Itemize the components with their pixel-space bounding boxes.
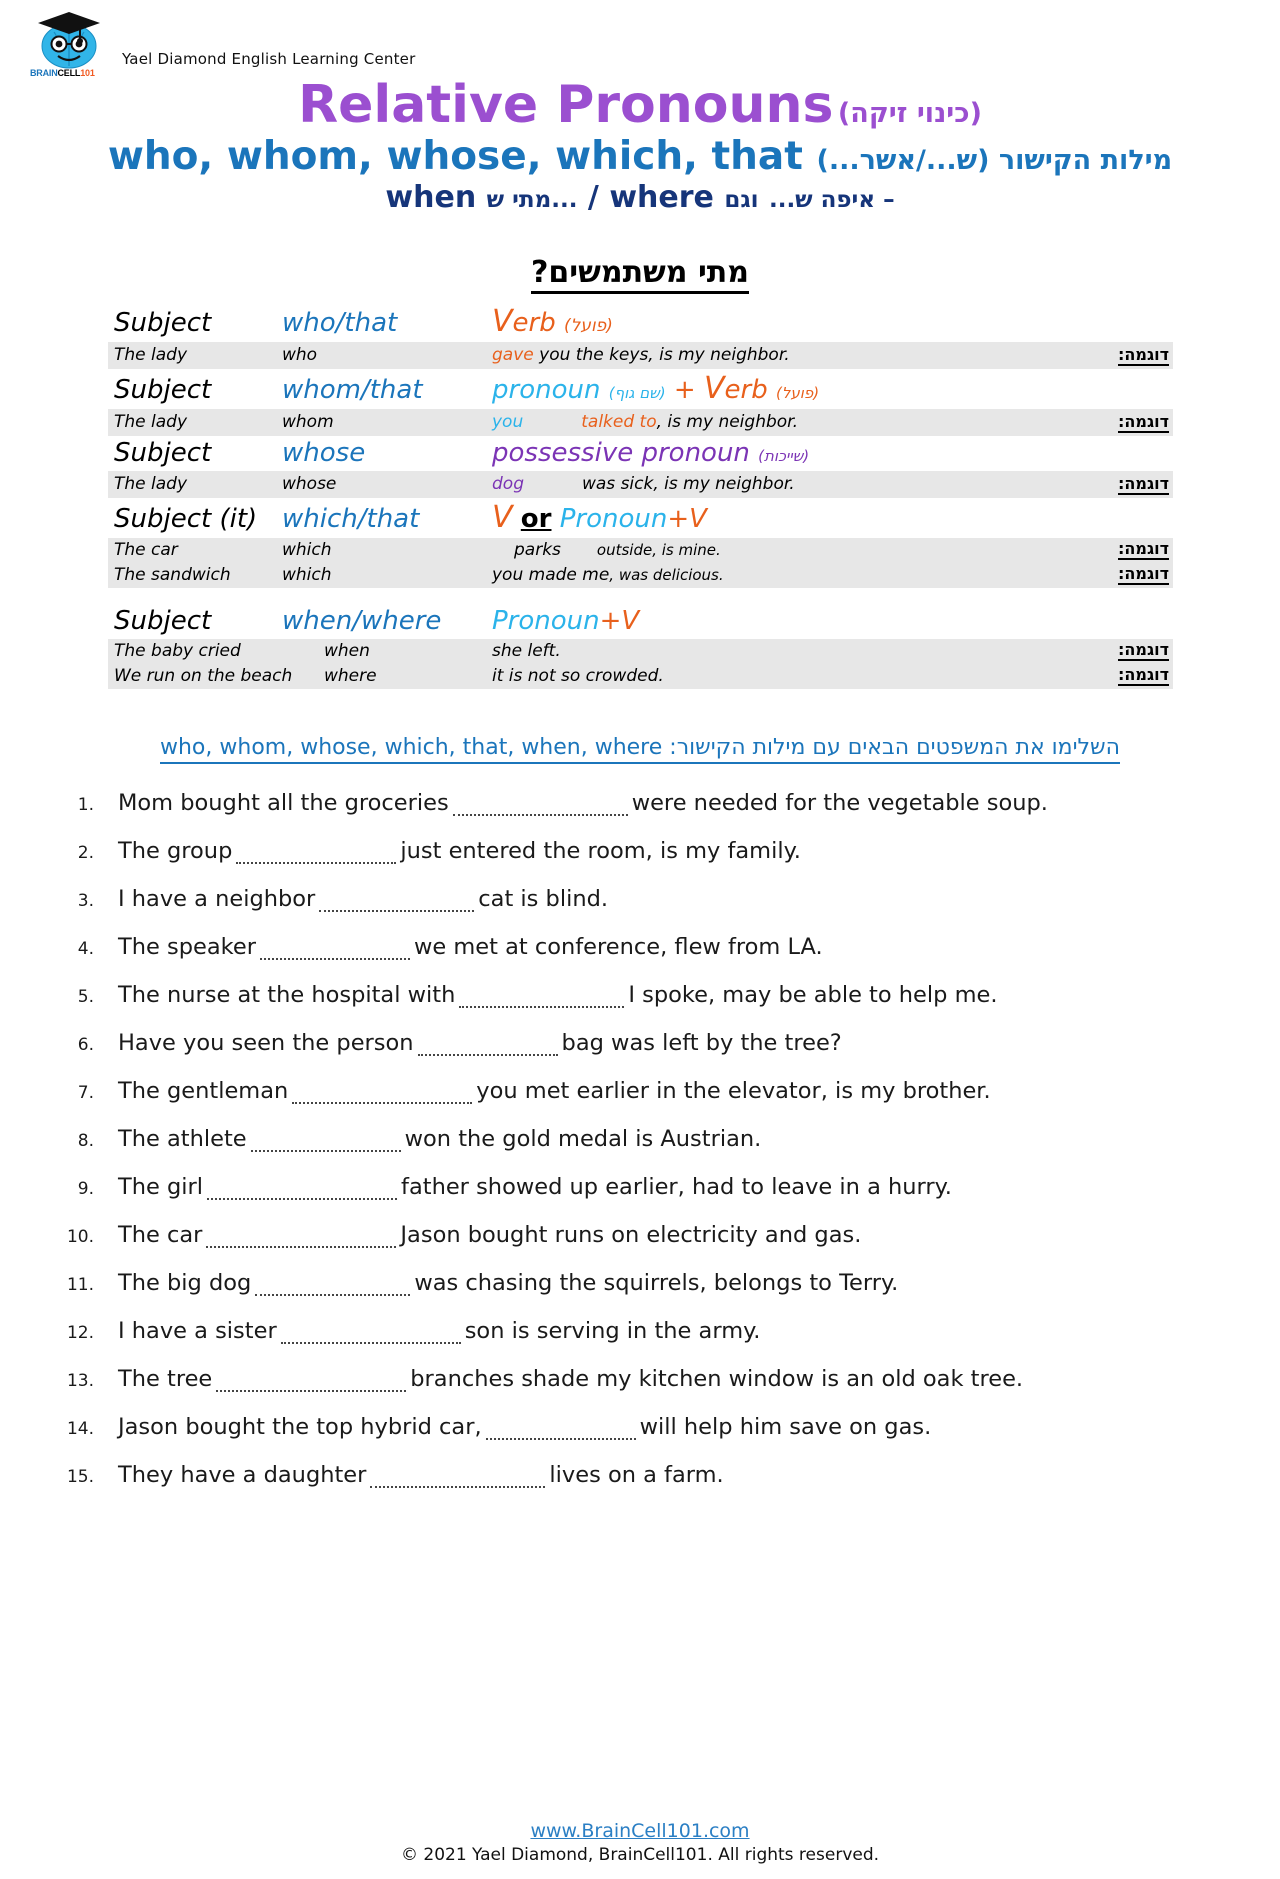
braincell-logo	[30, 6, 108, 76]
example-subject: The lady	[114, 474, 188, 494]
logo-wordmark	[30, 68, 95, 78]
table-gap	[108, 588, 1173, 604]
pattern-row	[108, 302, 1173, 342]
exercise-sentence	[118, 886, 1280, 912]
exercise-item	[0, 1366, 1280, 1414]
exercise-sentence	[118, 1222, 1280, 1248]
example-label: דוגמה:	[1117, 539, 1169, 559]
pattern-subject: Subject (it)	[114, 504, 258, 534]
subtitle-hebrew: מילות הקישור (ש.../אשר...)	[816, 145, 1173, 177]
pattern-v: V	[492, 500, 513, 535]
exercise-item	[0, 1270, 1280, 1318]
subtitle2-when-hebrew: מתי ש...	[486, 187, 578, 214]
title-block	[0, 75, 1280, 216]
pattern-or: or	[520, 504, 552, 534]
pattern-pronoun: who/that	[282, 308, 398, 338]
example-label: דוגמה:	[1117, 640, 1169, 660]
exercise-number: 5.	[77, 987, 94, 1007]
reference-table	[108, 302, 1173, 689]
example-row	[108, 664, 1173, 689]
example-rest	[492, 565, 1173, 585]
pattern-erb: erb	[512, 308, 556, 338]
sentence-after-blank: was chasing the squirrels, belongs to Terry.	[414, 1270, 899, 1296]
page-title: Relative Pronouns	[298, 75, 834, 135]
pattern-row	[108, 369, 1173, 409]
sentence-after-blank: lives on a farm.	[549, 1462, 724, 1488]
answer-blank[interactable]	[281, 1326, 461, 1344]
example-tail: you the keys, is my neighbor.	[533, 345, 790, 365]
sentence-before-blank: The big dog	[118, 1270, 252, 1296]
answer-blank[interactable]	[207, 1182, 397, 1200]
exercise-item	[0, 1174, 1280, 1222]
exercise-number: 11.	[66, 1275, 94, 1295]
title-line-main	[0, 75, 1280, 135]
answer-blank[interactable]	[255, 1278, 410, 1296]
exercise-sentence	[118, 1414, 1280, 1440]
exercise-number: 3.	[77, 891, 94, 911]
example-row	[108, 563, 1173, 588]
pattern-pronoun: when/where	[282, 606, 442, 636]
sentence-after-blank: you met earlier in the elevator, is my brother.	[476, 1078, 991, 1104]
pattern-formula	[492, 438, 1173, 468]
sentence-after-blank: just entered the room, is my family.	[400, 838, 801, 864]
exercise-item	[0, 1414, 1280, 1462]
sentence-before-blank: The speaker	[118, 934, 256, 960]
brand-header	[30, 6, 415, 76]
example-label: דוגמה:	[1117, 474, 1169, 494]
sentence-before-blank: I have a neighbor	[118, 886, 316, 912]
pattern-possessive-hebrew: (שייכות)	[758, 447, 810, 465]
subtitle-pronouns: who, whom, whose, which, that	[107, 134, 803, 180]
answer-blank[interactable]	[453, 798, 628, 816]
sentence-after-blank: Jason bought runs on electricity and gas.	[400, 1222, 862, 1248]
answer-blank[interactable]	[206, 1230, 396, 1248]
exercise-item	[0, 934, 1280, 982]
example-subject: The lady	[114, 412, 188, 432]
pattern-subject: Subject	[114, 438, 212, 468]
subtitle2-also-hebrew: וגם –	[724, 187, 895, 214]
pattern-pronoun-word: Pronoun	[559, 504, 668, 534]
exercise-number: 8.	[77, 1131, 94, 1151]
logo-word-cell: CELL	[57, 68, 81, 78]
pattern-v: V	[492, 304, 513, 339]
exercise-number: 13.	[66, 1371, 94, 1391]
sentence-after-blank: cat is blind.	[478, 886, 609, 912]
answer-blank[interactable]	[251, 1134, 401, 1152]
sentence-before-blank: The car	[118, 1222, 203, 1248]
website-link[interactable]: www.BrainCell101.com	[530, 1820, 750, 1842]
example-tail: , was delicious.	[609, 566, 724, 584]
page-footer	[0, 1820, 1280, 1865]
exercise-sentence	[118, 790, 1280, 816]
example-mid: dog	[492, 474, 524, 494]
answer-blank[interactable]	[216, 1374, 406, 1392]
exercise-item	[0, 838, 1280, 886]
sentence-before-blank: The gentleman	[118, 1078, 289, 1104]
exercise-item	[0, 1030, 1280, 1078]
subtitle2-where: where	[609, 180, 714, 216]
example-rest	[492, 412, 1173, 432]
pattern-subject: Subject	[114, 375, 212, 405]
exercise-sentence	[118, 1126, 1280, 1152]
exercise-sentence	[118, 1318, 1280, 1344]
answer-blank[interactable]	[260, 942, 410, 960]
pattern-formula	[492, 500, 1173, 535]
exercise-item	[0, 1222, 1280, 1270]
answer-blank[interactable]	[486, 1422, 636, 1440]
exercise-sentence	[118, 1174, 1280, 1200]
pattern-plus-v: +V	[599, 606, 640, 636]
exercise-number: 14.	[66, 1419, 94, 1439]
pattern-pronoun: whose	[282, 438, 366, 468]
exercise-number: 6.	[77, 1035, 94, 1055]
pattern-row	[108, 498, 1173, 538]
exercise-sentence	[118, 1030, 1280, 1056]
example-pronoun: where	[324, 666, 377, 686]
example-mid: you made me	[492, 565, 610, 585]
pattern-pronoun: whom/that	[282, 375, 423, 405]
example-rest: it is not so crowded.	[492, 666, 664, 686]
pattern-possessive: possessive pronoun	[492, 438, 750, 468]
answer-blank[interactable]	[418, 1038, 558, 1056]
example-label: דוגמה:	[1117, 665, 1169, 685]
exercise-sentence	[118, 1270, 1280, 1296]
sentence-before-blank: I have a sister	[118, 1318, 277, 1344]
section-heading-text: מתי משתמשים?	[531, 255, 749, 294]
sentence-after-blank: branches shade my kitchen window is an old oak tree.	[410, 1366, 1024, 1392]
example-tail: was sick, is my neighbor.	[581, 474, 795, 494]
example-row	[108, 409, 1173, 436]
example-mid: parks	[514, 540, 561, 560]
instruction-line	[0, 735, 1280, 764]
sentence-after-blank: father showed up earlier, had to leave in a hurry.	[401, 1174, 952, 1200]
sentence-before-blank: The nurse at the hospital with	[118, 982, 456, 1008]
subtitle2-when: when	[385, 180, 477, 216]
exercise-number: 4.	[77, 939, 94, 959]
example-row	[108, 471, 1173, 498]
pattern-formula	[492, 371, 1173, 406]
example-rest	[492, 345, 1173, 365]
exercise-item	[0, 886, 1280, 934]
sentence-before-blank: Jason bought the top hybrid car,	[118, 1414, 482, 1440]
example-label: דוגמה:	[1117, 412, 1169, 432]
sentence-after-blank: won the gold medal is Austrian.	[404, 1126, 762, 1152]
sentence-before-blank: The girl	[118, 1174, 204, 1200]
exercise-sentence	[118, 934, 1280, 960]
pattern-pronoun-word: Pronoun	[492, 606, 600, 636]
example-subject: The sandwich	[114, 565, 231, 585]
pattern-hebrew: (פועל)	[775, 384, 820, 402]
pattern-pronoun-hebrew: (שם גוף)	[608, 384, 666, 402]
sentence-before-blank: They have a daughter	[118, 1462, 367, 1488]
pattern-plus-v: +V	[667, 504, 707, 534]
title-line-sub2	[0, 180, 1280, 215]
exercise-item	[0, 982, 1280, 1030]
example-rest: she left.	[492, 641, 561, 661]
exercise-list	[0, 790, 1280, 1510]
exercise-sentence	[118, 838, 1280, 864]
copyright-text: © 2021 Yael Diamond, BrainCell101. All rights reserved.	[400, 1845, 880, 1865]
subtitle2-where-hebrew: איפה ש...	[768, 187, 876, 214]
example-pronoun: which	[282, 540, 332, 560]
example-row	[108, 538, 1173, 563]
pattern-erb: erb	[724, 375, 768, 405]
exercise-item	[0, 790, 1280, 838]
example-pronoun: whom	[282, 412, 334, 432]
pattern-hebrew: (פועל)	[564, 316, 613, 336]
example-tail: , is my neighbor.	[656, 412, 798, 432]
example-subject: The baby cried	[114, 641, 241, 661]
answer-blank[interactable]	[370, 1470, 545, 1488]
example-mid: you	[492, 412, 524, 432]
pattern-formula	[492, 304, 1173, 339]
sentence-after-blank: I spoke, may be able to help me.	[628, 982, 998, 1008]
example-row	[108, 342, 1173, 369]
brand-title: Yael Diamond English Learning Center	[122, 50, 416, 68]
exercise-sentence	[118, 1462, 1280, 1488]
sentence-before-blank: Have you seen the person	[118, 1030, 414, 1056]
section-heading	[0, 255, 1280, 294]
example-subject: We run on the beach	[114, 666, 293, 686]
pattern-row	[108, 604, 1173, 639]
pattern-pronoun: which/that	[282, 504, 420, 534]
answer-blank[interactable]	[459, 990, 624, 1008]
sentence-before-blank: The tree	[118, 1366, 213, 1392]
example-pronoun: when	[324, 641, 370, 661]
exercise-item	[0, 1078, 1280, 1126]
sentence-before-blank: The group	[118, 838, 233, 864]
logo-word-brain: BRAIN	[30, 68, 58, 78]
exercise-number: 15.	[66, 1467, 94, 1487]
pattern-subject: Subject	[114, 606, 212, 636]
page-title-hebrew: (כינוי זיקה)	[837, 98, 982, 129]
exercise-sentence	[118, 1078, 1280, 1104]
example-row	[108, 639, 1173, 664]
brain-graduate-icon	[30, 6, 108, 72]
example-verb: talked to	[581, 412, 657, 432]
example-label: דוגמה:	[1117, 345, 1169, 365]
sentence-after-blank: were needed for the vegetable soup.	[631, 790, 1048, 816]
exercise-number: 2.	[77, 843, 94, 863]
subtitle2-slash: /	[587, 180, 599, 216]
exercise-number: 7.	[77, 1083, 94, 1103]
exercise-number: 12.	[66, 1323, 94, 1343]
exercise-item	[0, 1318, 1280, 1366]
sentence-after-blank: will help him save on gas.	[639, 1414, 932, 1440]
logo-word-101: 101	[80, 68, 95, 78]
exercise-sentence	[118, 1366, 1280, 1392]
exercise-number: 1.	[77, 795, 94, 815]
pattern-v: V	[703, 371, 725, 406]
sentence-after-blank: we met at conference, flew from LA.	[413, 934, 823, 960]
example-pronoun: whose	[282, 474, 337, 494]
pattern-row	[108, 436, 1173, 471]
pattern-formula	[492, 606, 1173, 636]
sentence-before-blank: Mom bought all the groceries	[118, 790, 449, 816]
exercise-number: 10.	[66, 1227, 94, 1247]
exercise-sentence	[118, 982, 1280, 1008]
pattern-pronoun-word: pronoun	[492, 375, 601, 405]
example-rest	[492, 474, 1173, 494]
example-verb: gave	[492, 345, 534, 365]
exercise-number: 9.	[77, 1179, 94, 1199]
example-label: דוגמה:	[1117, 564, 1169, 584]
example-tail: outside, is mine.	[596, 541, 721, 559]
example-subject: The lady	[114, 345, 188, 365]
sentence-after-blank: son is serving in the army.	[464, 1318, 761, 1344]
answer-blank[interactable]	[292, 1086, 472, 1104]
instruction-text: השלימו את המשפטים הבאים עם מילות הקישור: who, whom, whose, which, that, when, where	[160, 735, 1120, 764]
example-rest	[492, 540, 1173, 560]
pattern-subject: Subject	[114, 308, 212, 338]
answer-blank[interactable]	[236, 846, 396, 864]
exercise-item	[0, 1126, 1280, 1174]
example-subject: The car	[114, 540, 178, 560]
title-line-sub	[0, 136, 1280, 178]
answer-blank[interactable]	[319, 894, 474, 912]
sentence-before-blank: The athlete	[118, 1126, 247, 1152]
example-pronoun: which	[282, 565, 332, 585]
example-pronoun: who	[282, 345, 318, 365]
sentence-after-blank: bag was left by the tree?	[561, 1030, 842, 1056]
exercise-item	[0, 1462, 1280, 1510]
pattern-plus: +	[673, 375, 696, 405]
